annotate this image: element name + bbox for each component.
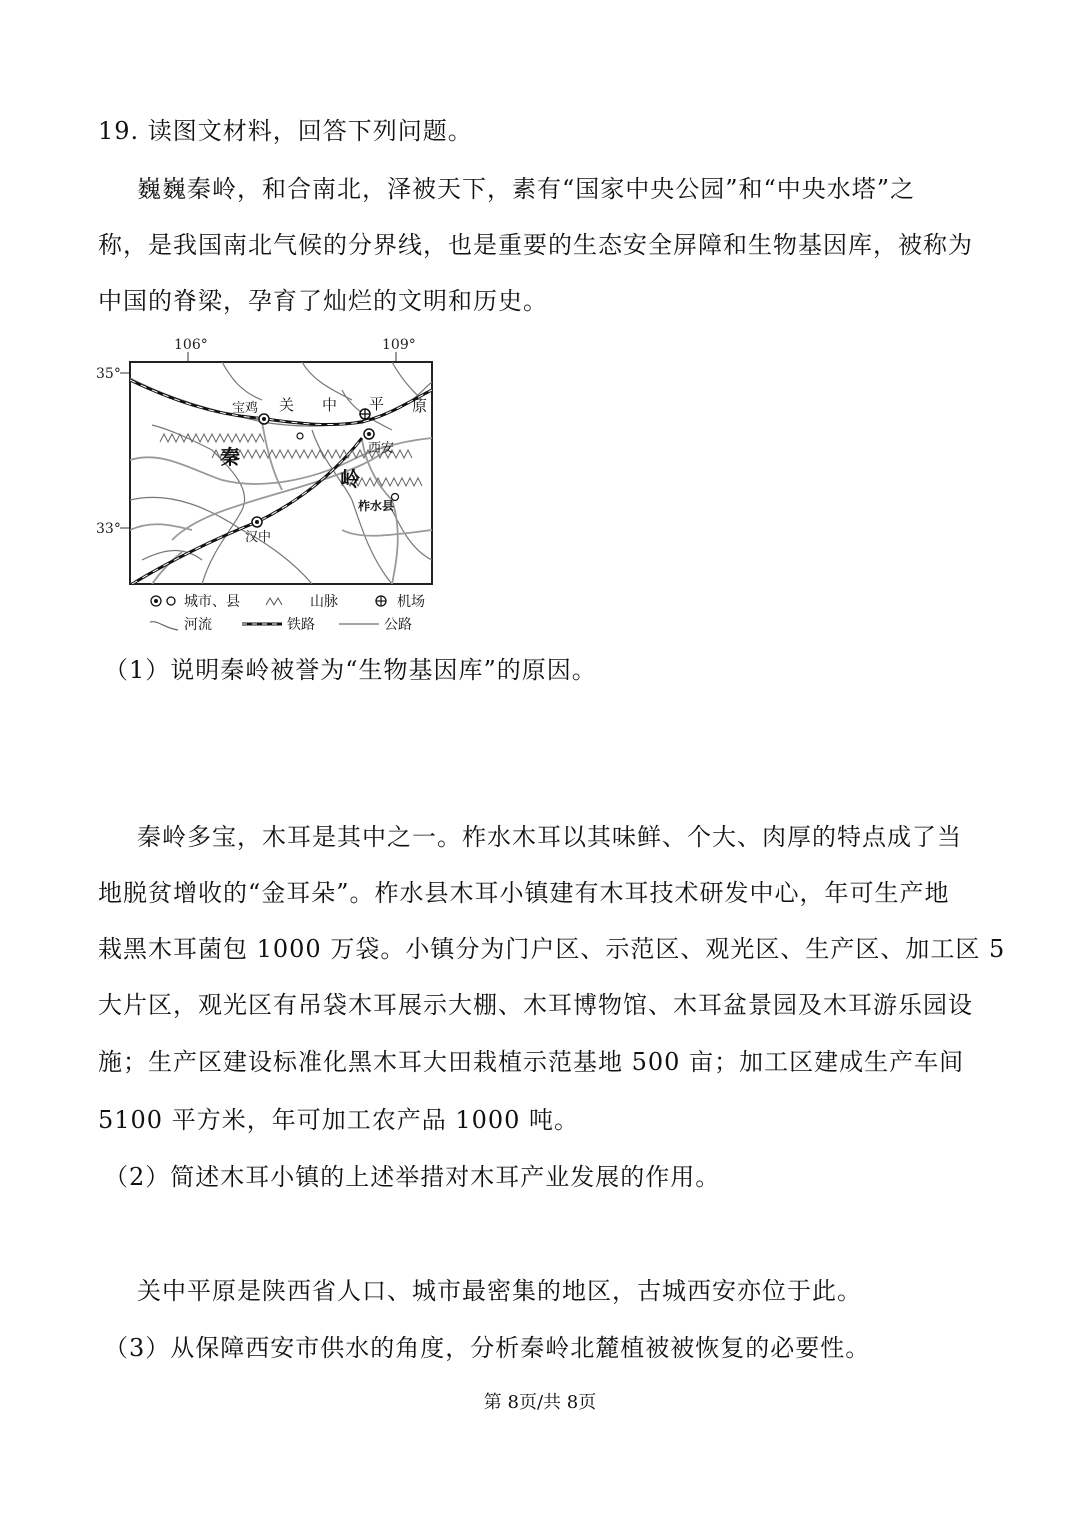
material2-line-5: 施；生产区建设标准化黑木耳大田栽植示范基地 500 亩；加工区建成生产车间 <box>98 1048 965 1076</box>
lon-label-106: 106° <box>174 337 208 353</box>
label-baoji: 宝鸡 <box>232 401 259 416</box>
label-zhashui: 柞水县 <box>358 499 395 513</box>
label-zhong: 中 <box>322 396 338 414</box>
question-3: （3）从保障西安市供水的角度，分析秦岭北麓植被被恢复的必要性。 <box>104 1334 871 1362</box>
label-ping: 平 <box>369 395 385 413</box>
intro-line-3: 中国的脊梁，孕育了灿烂的文明和历史。 <box>98 287 548 315</box>
county-dot <box>297 433 303 439</box>
qinling-map <box>92 330 452 642</box>
lat-label-33: 33° <box>96 521 121 537</box>
label-guan: 关 <box>279 396 295 414</box>
question-1: （1）说明秦岭被誉为“生物基因库”的原因。 <box>104 656 597 684</box>
label-xian: 西安 <box>368 441 395 456</box>
label-ling: 岭 <box>340 467 360 491</box>
intro-line-1: 巍巍秦岭，和合南北，泽被天下，素有“国家中央公园”和“中央水塔”之 <box>137 175 916 203</box>
legend-airport-label: 机场 <box>397 594 425 610</box>
lon-label-109: 109° <box>382 337 416 353</box>
legend-road-label: 公路 <box>384 617 412 633</box>
material2-line-1: 秦岭多宝，木耳是其中之一。柞水木耳以其味鲜、个大、肉厚的特点成了当 <box>137 823 962 851</box>
material2-line-4: 大片区，观光区有吊袋木耳展示大棚、木耳博物馆、木耳盆景园及木耳游乐园设 <box>98 991 973 1019</box>
material2-line-3: 栽黑木耳菌包 1000 万袋。小镇分为门户区、示范区、观光区、生产区、加工区 5 <box>98 935 1006 963</box>
legend-mountain-label: 山脉 <box>310 594 338 610</box>
map-legend <box>150 593 425 633</box>
legend-railway-label: 铁路 <box>287 617 315 633</box>
label-qin: 秦 <box>220 445 240 469</box>
legend-city-label: 城市、县 <box>184 594 240 610</box>
label-hanzhong: 汉中 <box>245 530 272 545</box>
question-2: （2）简述木耳小镇的上述举措对木耳产业发展的作用。 <box>104 1163 721 1191</box>
label-yuan: 原 <box>412 397 428 415</box>
page-footer: 第 8页/共 8页 <box>483 1392 597 1413</box>
legend-river-label: 河流 <box>184 617 212 633</box>
question-title: 19. 读图文材料，回答下列问题。 <box>98 117 473 145</box>
material2-line-6: 5100 平方米，年可加工农产品 1000 吨。 <box>98 1106 580 1134</box>
material3-line: 关中平原是陕西省人口、城市最密集的地区，古城西安亦位于此。 <box>137 1277 862 1305</box>
material2-line-2: 地脱贫增收的“金耳朵”。柞水县木耳小镇建有木耳技术研发中心，年可生产地 <box>98 879 950 907</box>
intro-line-2: 称，是我国南北气候的分界线，也是重要的生态安全屏障和生物基因库，被称为 <box>98 231 973 259</box>
lat-label-35: 35° <box>96 366 121 382</box>
